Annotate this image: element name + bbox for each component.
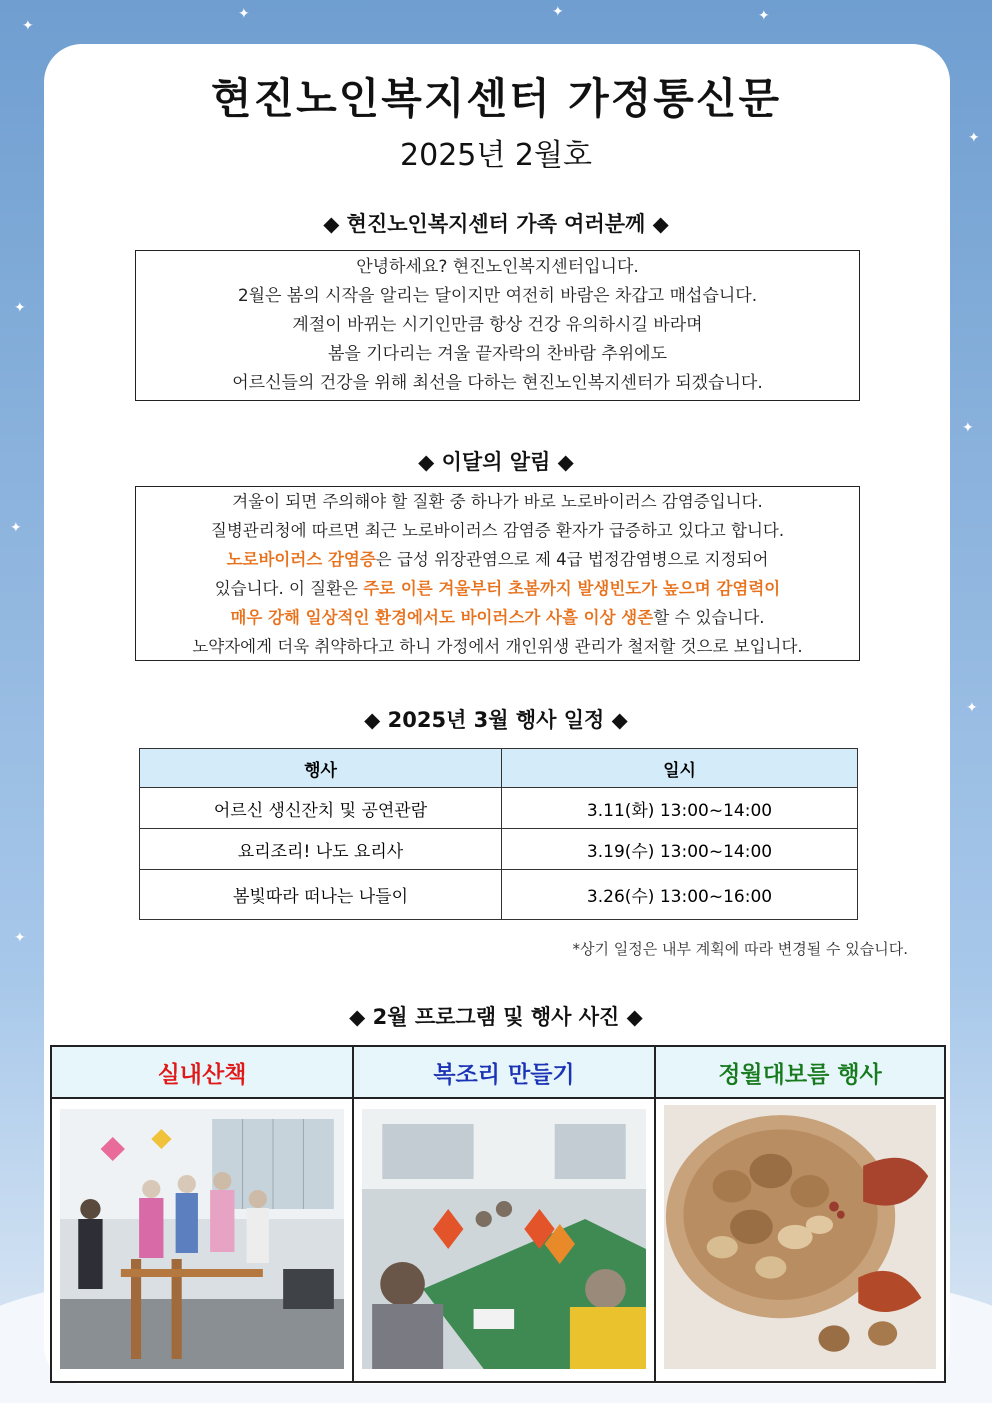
photo-table — [50, 1045, 946, 1383]
schedule-note: *상기 일정은 내부 계획에 따라 변경될 수 있습니다. — [572, 940, 908, 958]
photo-cell — [51, 1098, 353, 1382]
notice-line — [136, 603, 859, 632]
notice-text: 은 급성 위장관염으로 제 4급 법정감염병으로 지정되어 — [375, 550, 769, 569]
notice-line — [136, 574, 859, 603]
snowflake-icon: ✦ — [14, 930, 26, 946]
issue-label: 2025년 2월호 — [400, 138, 592, 173]
greeting-line: 계절이 바뀌는 시기인만큼 항상 건강 유의하시길 바라며 — [292, 315, 703, 335]
snowflake-icon: ✦ — [238, 6, 250, 22]
snowflake-icon: ✦ — [968, 130, 980, 146]
col-event: 행사 — [140, 749, 502, 788]
photo-cell — [353, 1098, 655, 1382]
photo-cell — [655, 1098, 945, 1382]
snowflake-icon: ✦ — [22, 18, 34, 34]
table-row — [140, 829, 858, 870]
greeting-line: 봄을 기다리는 겨울 끝자락의 찬바람 추위에도 — [327, 344, 668, 364]
event-time: 3.26(수) 13:00~16:00 — [502, 870, 858, 920]
snowflake-icon: ✦ — [966, 700, 978, 716]
greeting-line: 안녕하세요? 현진노인복지센터입니다. — [356, 257, 639, 277]
event-name: 요리조리! 나도 요리사 — [140, 829, 502, 870]
notice-highlight: 매우 강해 일상적인 환경에서도 바이러스가 사흘 이상 생존 — [230, 608, 654, 627]
event-time: 3.11(화) 13:00~14:00 — [502, 788, 858, 829]
table-row — [140, 870, 858, 920]
notice-text: 할 수 있습니다. — [653, 608, 765, 627]
notice-highlight: 주로 이른 겨울부터 초봄까지 발생빈도가 높으며 감염력이 — [363, 579, 781, 598]
notice-line — [136, 545, 859, 574]
snowflake-icon: ✦ — [552, 4, 564, 20]
snowflake-icon: ✦ — [962, 420, 974, 436]
schedule-heading: ◆ 2025년 3월 행사 일정 ◆ — [364, 708, 628, 732]
notice-line: 노약자에게 더욱 취약하다고 하니 가정에서 개인위생 관리가 철저할 것으로 보입니다. — [192, 637, 803, 656]
greeting-line: 어르신들의 건강을 위해 최선을 다하는 현진노인복지센터가 되겠습니다. — [232, 373, 763, 393]
event-name: 어르신 생신잔치 및 공연관람 — [140, 788, 502, 829]
greeting-line: 2월은 봄의 시작을 알리는 달이지만 여전히 바람은 차갑고 매섭습니다. — [237, 286, 758, 306]
snowflake-icon: ✦ — [14, 300, 26, 316]
greeting-box — [135, 250, 860, 401]
notice-line: 겨울이 되면 주의해야 할 질환 중 하나가 바로 노로바이러스 감염증입니다. — [232, 492, 763, 511]
schedule-header-row — [140, 749, 858, 788]
col-time: 일시 — [502, 749, 858, 788]
greeting-heading: ◆ 현진노인복지센터 가족 여러분께 ◆ — [323, 212, 669, 236]
notice-heading: ◆ 이달의 알림 ◆ — [418, 450, 574, 474]
photo-label-daeboreum: 정월대보름 행사 — [655, 1046, 945, 1098]
notice-line: 질병관리청에 따르면 최근 노로바이러스 감염증 환자가 급증하고 있다고 합니다. — [210, 521, 785, 540]
photo-indoor-walk — [60, 1109, 344, 1369]
snowflake-icon: ✦ — [10, 520, 22, 536]
table-row — [140, 788, 858, 829]
notice-text: 있습니다. 이 질환은 — [214, 579, 364, 598]
snowflake-icon: ✦ — [758, 8, 770, 24]
event-name: 봄빛따라 떠나는 나들이 — [140, 870, 502, 920]
notice-box — [135, 486, 860, 661]
photo-bokjori — [362, 1109, 646, 1369]
page-title: 현진노인복지센터 가정통신문 — [210, 74, 782, 123]
schedule-table — [139, 748, 858, 920]
photo-label-indoor-walk: 실내산책 — [51, 1046, 353, 1098]
photo-label-bokjori: 복조리 만들기 — [353, 1046, 655, 1098]
event-time: 3.19(수) 13:00~14:00 — [502, 829, 858, 870]
photos-heading: ◆ 2월 프로그램 및 행사 사진 ◆ — [349, 1005, 643, 1029]
notice-highlight: 노로바이러스 감염증 — [226, 550, 376, 569]
photo-header-row — [51, 1046, 945, 1098]
photo-daeboreum — [664, 1105, 936, 1369]
